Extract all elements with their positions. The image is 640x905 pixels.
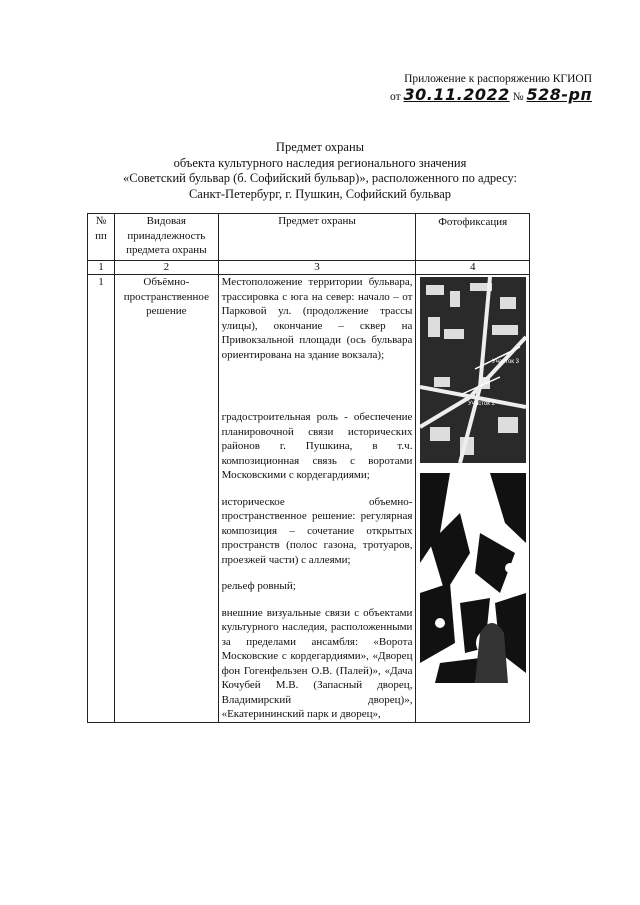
subject-paragraph-urban-role: градостроительная роль - обеспечение планировочной связи исторических районов г. Пушкина, в т.ч. композиционная связь с воротами Московскими с кордегардиями; — [221, 411, 413, 481]
appendix-date-number — [390, 87, 592, 105]
row-photo-cell — [416, 275, 530, 723]
title-line-3: «Советский бульвар (б. Софийский бульвар)», расположенного по адресу: — [123, 171, 517, 185]
column-number: 3 — [218, 261, 416, 275]
order-number: 528-рп — [526, 85, 592, 104]
subject-paragraph-relief: рельеф ровный; — [221, 580, 296, 592]
boulevard-photo — [420, 473, 526, 683]
table-row — [88, 275, 530, 723]
protection-subject-table — [87, 213, 530, 723]
column-number: 4 — [416, 261, 530, 275]
map-label-plot-2: Участок 2 — [467, 401, 495, 407]
number-label: № — [512, 91, 524, 103]
map-label-plot-3: Участок 3 — [491, 359, 519, 365]
row-number: 1 — [88, 275, 115, 723]
column-number: 1 — [88, 261, 115, 275]
row-subject-cell — [218, 275, 416, 723]
column-numbers-row — [88, 261, 530, 275]
header-no: № пп — [88, 214, 115, 261]
row-type: Объёмно-пространственное решение — [115, 275, 218, 723]
from-label: от — [390, 91, 401, 103]
header-subject: Предмет охраны — [218, 214, 416, 261]
table-header-row — [88, 214, 530, 261]
title-line-2: объекта культурного наследия регионального значения — [173, 155, 467, 170]
appendix-title: Приложение к распоряжению КГИОП — [404, 73, 592, 85]
order-date: 30.11.2022 — [403, 85, 510, 104]
header-type: Видовая принадлежность предмета охраны — [115, 214, 218, 261]
site-map-photo — [420, 277, 526, 463]
subject-paragraph-location: Местоположение территории бульвара, трассировка с юга на север: начало – от Парковой ул. (продолжение трассы улицы), окончание – сквер на Привокзальной площади (ось бульвара ориентирована на здание вокзала); — [221, 276, 413, 361]
title-line-4: Санкт-Петербург, г. Пушкин, Софийский бульвар — [188, 186, 452, 201]
appendix-reference — [390, 72, 592, 105]
column-number: 2 — [115, 261, 218, 275]
subject-paragraph-composition: историческое объемно-пространственное решение: регулярная композиция – сочетание открытых пространств (полос газона, тротуаров, проезжей части) с аллеями; — [221, 495, 413, 566]
header-photo: Фотофиксация — [416, 214, 530, 261]
subject-paragraph-visual-links: внешние визуальные связи с объектами культурного наследия, расположенными за пределами ансамбля: «Ворота Московские с кордегардиями», «Дворец фон Гогенфельзен О.В. (Палей)», «Дача Кочубей М.В. (Запасный дворец, Владимирский дворец)», «Екатерининский парк и дворец», — [221, 606, 413, 720]
title-line-1: Предмет охраны — [275, 140, 365, 154]
document-title — [0, 140, 640, 202]
